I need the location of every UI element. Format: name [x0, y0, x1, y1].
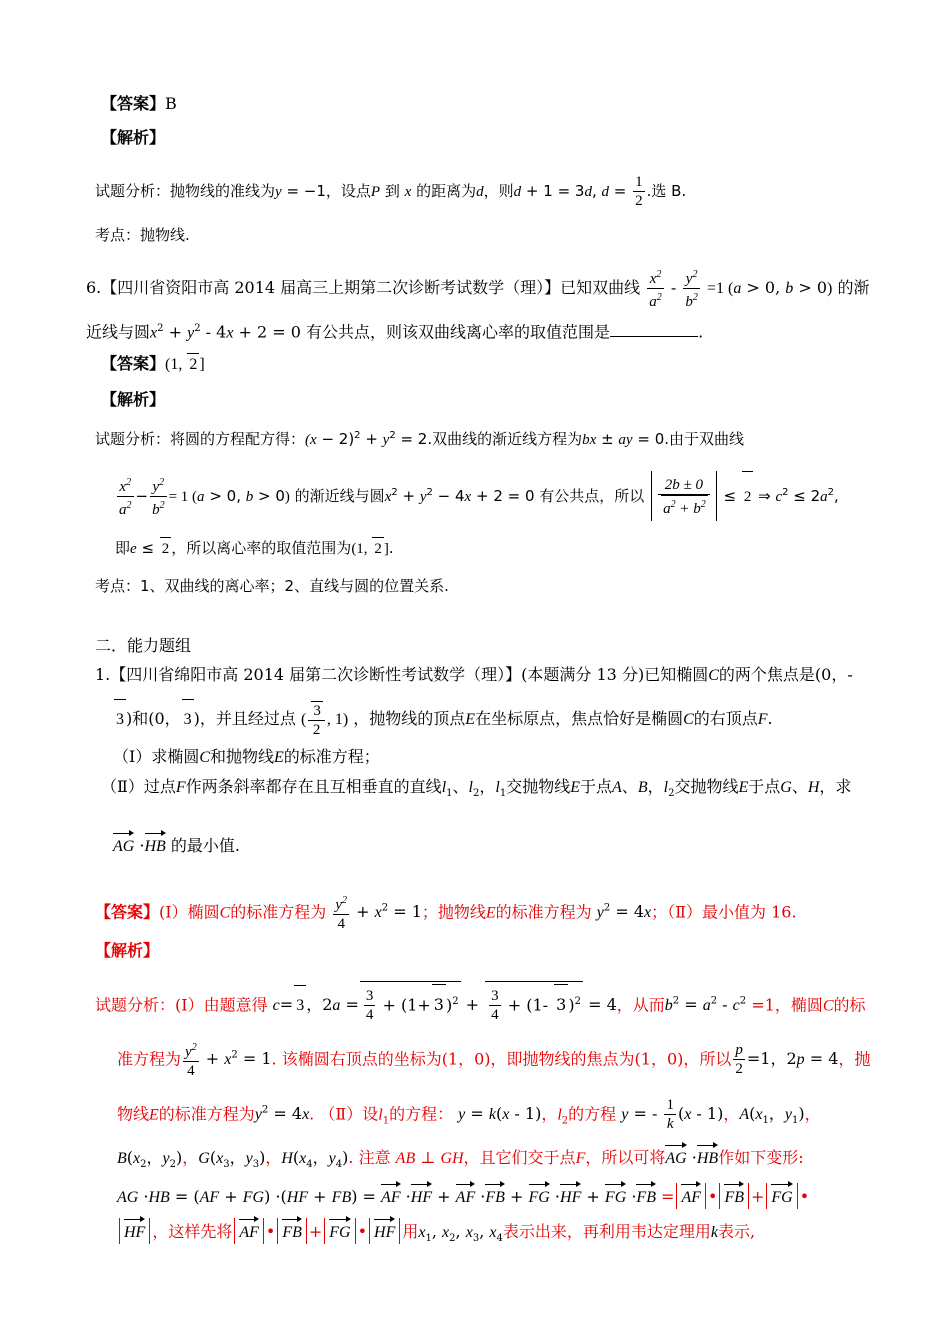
p1-stem-line1: 1.【四川省绵阳市高 2014 届第二次诊断性考试数学（理）】(本题满分 13 分)已知椭圆C的两个焦点是(0，-: [95, 665, 853, 684]
q5-kaodian: 考点：抛物线.: [95, 226, 190, 244]
p1-answer: 【答案】(I）椭圆C的标准方程为 $\frac{y^2}{4}$ + $x^2 = 1$；抛物线E的标准方程为 $y^2 = 4x$；（Ⅱ）最小值为 16.: [95, 887, 797, 935]
q6-analysis-line3: 即e ≤ 2 ，所以离心率的取值范围为(1, 2 ].: [115, 537, 394, 560]
q5-answer: 【答案】B: [101, 94, 177, 113]
p1-analysis-label: 【解析】: [95, 941, 160, 960]
q5-analysis-label: 【解析】: [101, 128, 166, 147]
p1-analysis-line1: 试题分析：(I）由题意得 c= 3 ，2a = $\frac{3}{4}$ + (1+ 3 )$^2$ + $\frac{3}{4}$ + (1- 3 )$^2$ = 4，从而$b^2 = a^2 - c^2 =1$，椭圆C的标: [95, 981, 866, 1026]
q6-analysis-label: 【解析】: [101, 390, 166, 409]
q6-stem-line1: 6.【四川省资阳市高 2014 届高三上期第二次诊断考试数学（理）】已知双曲线 $\frac{x^2}{a^2}$ - $\frac{y^2}{b^2}$ =1 (a > 0, b > 0) 的渐: [86, 266, 869, 311]
q6-answer: 【答案】(1, 2 ]: [101, 353, 205, 376]
p1-analysis-line6: HF ，这样先将 AF • FB + FG • HF 用$x_1$, $x_2$, $x_3$, $x_4$表示出来，再利用韦达定理用k表示,: [117, 1218, 755, 1250]
p1-stem-line2: 3 )和(0， 3 )，并且经过点 ( $\frac{3}{2}$ , 1) ，抛物线的顶点E在坐标原点，焦点恰好是椭圆C的右顶点F.: [113, 699, 773, 740]
section-title: 二．能力题组: [95, 636, 192, 655]
q6-analysis-line2: $\frac{x^2}{a^2}$ − $\frac{y^2}{b^2}$ = 1 (a > 0, b > 0) 的渐近线与圆$x^2 + y^2 - 4x + 2 = 0$ 有公共点，所以 $\frac{2b \pm 0}{a^2 + b^2}$ ≤ 2 ⇒ $c^2 \le 2a^2$,: [115, 468, 839, 522]
q6-stem-line2: 近线与圆$x^2 + y^2 - 4x + 2 = 0$ 有公共点，则该双曲线离心率的取值范围是 .: [86, 322, 704, 342]
p1-analysis-line5: AG ·HB = (AF + FG) ·(HF + FB) = AF ·HF + AF ·FB + FG ·HF + FG ·FB = AF • FB + FG •: [117, 1183, 809, 1209]
q6-analysis-line1: 试题分析：将圆的方程配方得：$(x - 2)^2 + y^2 = 2$.双曲线的渐近线方程为bx ± ay = 0.由于双曲线: [95, 430, 745, 448]
p1-part2-tail: AG ·HB 的最小值.: [113, 832, 240, 858]
q5-analysis-text: 试题分析：抛物线的准线为y = −1，设点P 到 x 的距离为d，则d + 1 = 3d, d = $\frac{1}{2}$ .选 B.: [95, 174, 687, 209]
p1-part2: （Ⅱ）过点F作两条斜率都存在且互相垂直的直线$l_1$、$l_2$，$l_1$交抛物线E于点A、B，$l_2$交抛物线E于点G、H，求: [101, 777, 852, 800]
p1-analysis-line3: 物线E的标准方程为$y^2 = 4x$. （Ⅱ）设$l_1$的方程： y = k(x - 1)，$l_2$的方程 y = - $\frac{1}{k}$ (x - 1)，$A(x_1$，$y_1$)，: [117, 1097, 821, 1133]
p1-analysis-line2: 准方程为 $\frac{y^2}{4}$ + $x^2 = 1$. 该椭圆右顶点的坐标为(1，0)，即抛物线的焦点为(1，0)，所以 $\frac{p}{2}$ =1，2p = 4，抛: [117, 1036, 870, 1080]
q6-kaodian: 考点：1、双曲线的离心率；2、直线与圆的位置关系.: [95, 577, 449, 595]
p1-part1: （Ⅰ）求椭圆C和抛物线E的标准方程；: [113, 747, 380, 766]
p1-analysis-line4: $B(x_2$，$y_2$)，$G(x_3$，$y_3$)，$H(x_4$，$y_4$). 注意 AB ⊥ GH，且它们交于点F，所以可将AG ·HB作如下变形:: [117, 1144, 804, 1176]
